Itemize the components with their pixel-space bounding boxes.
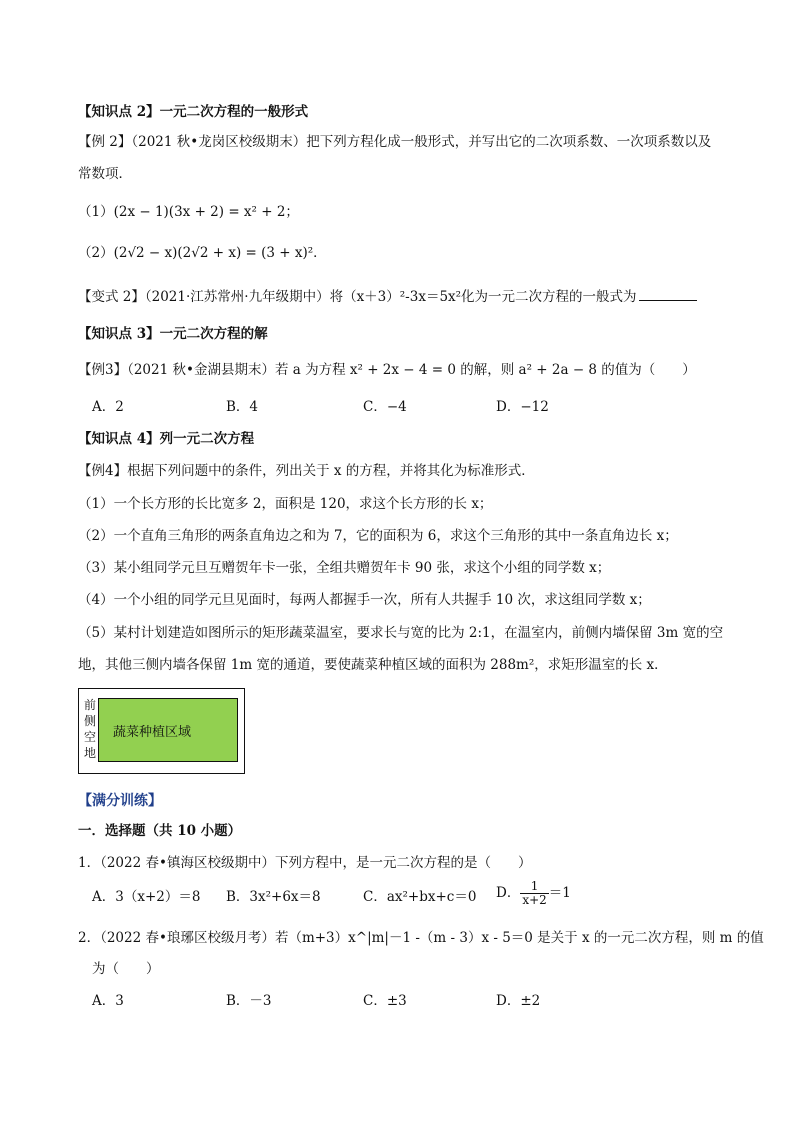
- q1-option-a: A．3（x+2）＝8: [92, 889, 201, 905]
- variant-2-text: [78, 288, 697, 306]
- knowledge-point-3-title: 【知识点 3】一元二次方程的解: [78, 326, 268, 342]
- list-item: （5）某村计划建造如图所示的矩形蔬菜温室，要求长与宽的比为 2:1，在温室内，前侧内墙保留 3m 宽的空: [78, 625, 724, 641]
- example-2-text-cont: 常数项．: [78, 166, 132, 182]
- q1-option-d: D． $\frac{1}{x+2}$ ＝1: [496, 879, 571, 907]
- knowledge-point-2-title: 【知识点 2】一元二次方程的一般形式: [78, 104, 309, 120]
- example-4-text: 【例4】根据下列问题中的条件，列出关于 x 的方程，并将其化为标准形式．: [78, 463, 535, 479]
- greenhouse-figure: [78, 688, 245, 774]
- q2-option-c: C．±3: [363, 993, 407, 1009]
- section-heading: 一．选择题（共 10 小题）: [78, 823, 242, 839]
- equation-1: （1）(2x − 1)(3x + 2) = x² + 2；: [78, 204, 299, 220]
- option-c: C．−4: [363, 399, 407, 415]
- planting-area: [98, 698, 238, 762]
- question-2: 2．（2022 春•琅琊区校级月考）若（m+3）x^|m|－1 -（m - 3）x - 5＝0 是关于 x 的一元二次方程，则 m 的值: [78, 930, 764, 946]
- option-a: A．2: [92, 399, 124, 415]
- example-2-text: 【例 2】（2021 秋•龙岗区校级期末）把下列方程化成一般形式，并写出它的二次项系数、一次项系数以及: [78, 134, 712, 150]
- list-item: （4）一个小组的同学元旦见面时，每两人都握手一次，所有人共握手 10 次，求这组同学数 x；: [78, 592, 651, 608]
- list-item: 地，其他三侧内墙各保留 1m 宽的通道，要使蔬菜种植区域的面积为 288m²，求矩形温室的长 x．: [78, 657, 668, 673]
- option-b: B．4: [226, 399, 259, 415]
- q2-option-a: A．3: [92, 993, 124, 1009]
- answer-blank: [639, 288, 697, 301]
- front-space-label: 前 侧 空 地: [83, 698, 96, 760]
- question-1: 1．（2022 春•镇海区校级期中）下列方程中，是一元二次方程的是（ ）: [78, 855, 532, 871]
- q1-option-c: C．ax²+bx+c＝0: [363, 889, 477, 905]
- q2-option-b: B．－3: [226, 993, 272, 1009]
- equation-2: （2）(2√2 − x)(2√2 + x) = (3 + x)²．: [78, 245, 327, 261]
- list-item: （2）一个直角三角形的两条直角边之和为 7，它的面积为 6，求这个三角形的其中一条直角边长 x；: [78, 528, 678, 544]
- fraction: $\frac{1}{x+2}$: [522, 879, 547, 907]
- training-title: 【满分训练】: [78, 793, 162, 809]
- knowledge-point-4-title: 【知识点 4】列一元二次方程: [78, 431, 255, 447]
- example-3-text: 【例3】（2021 秋•金湖县期末）若 a 为方程 x² + 2x − 4 = 0 的解，则 a² + 2a − 8 的值为（ ）: [78, 362, 696, 378]
- list-item: （3）某小组同学元旦互赠贺年卡一张，全组共赠贺年卡 90 张，求这个小组的同学数 x；: [78, 560, 611, 576]
- q1-option-b: B．3x²+6x＝8: [226, 889, 321, 905]
- option-d: D．−12: [496, 399, 549, 415]
- question-2-cont: 为（ ）: [92, 961, 160, 977]
- q2-option-d: D．±2: [496, 993, 541, 1009]
- planting-area-label: 蔬菜种植区域: [113, 724, 192, 740]
- list-item: （1）一个长方形的长比宽多 2，面积是 120，求这个长方形的长 x；: [78, 496, 493, 512]
- variant-2-label: 【变式 2】（2021·江苏常州·九年级期中）将（x＋3）²-3x＝5x²化为一元二次方程的一般式为: [78, 289, 637, 305]
